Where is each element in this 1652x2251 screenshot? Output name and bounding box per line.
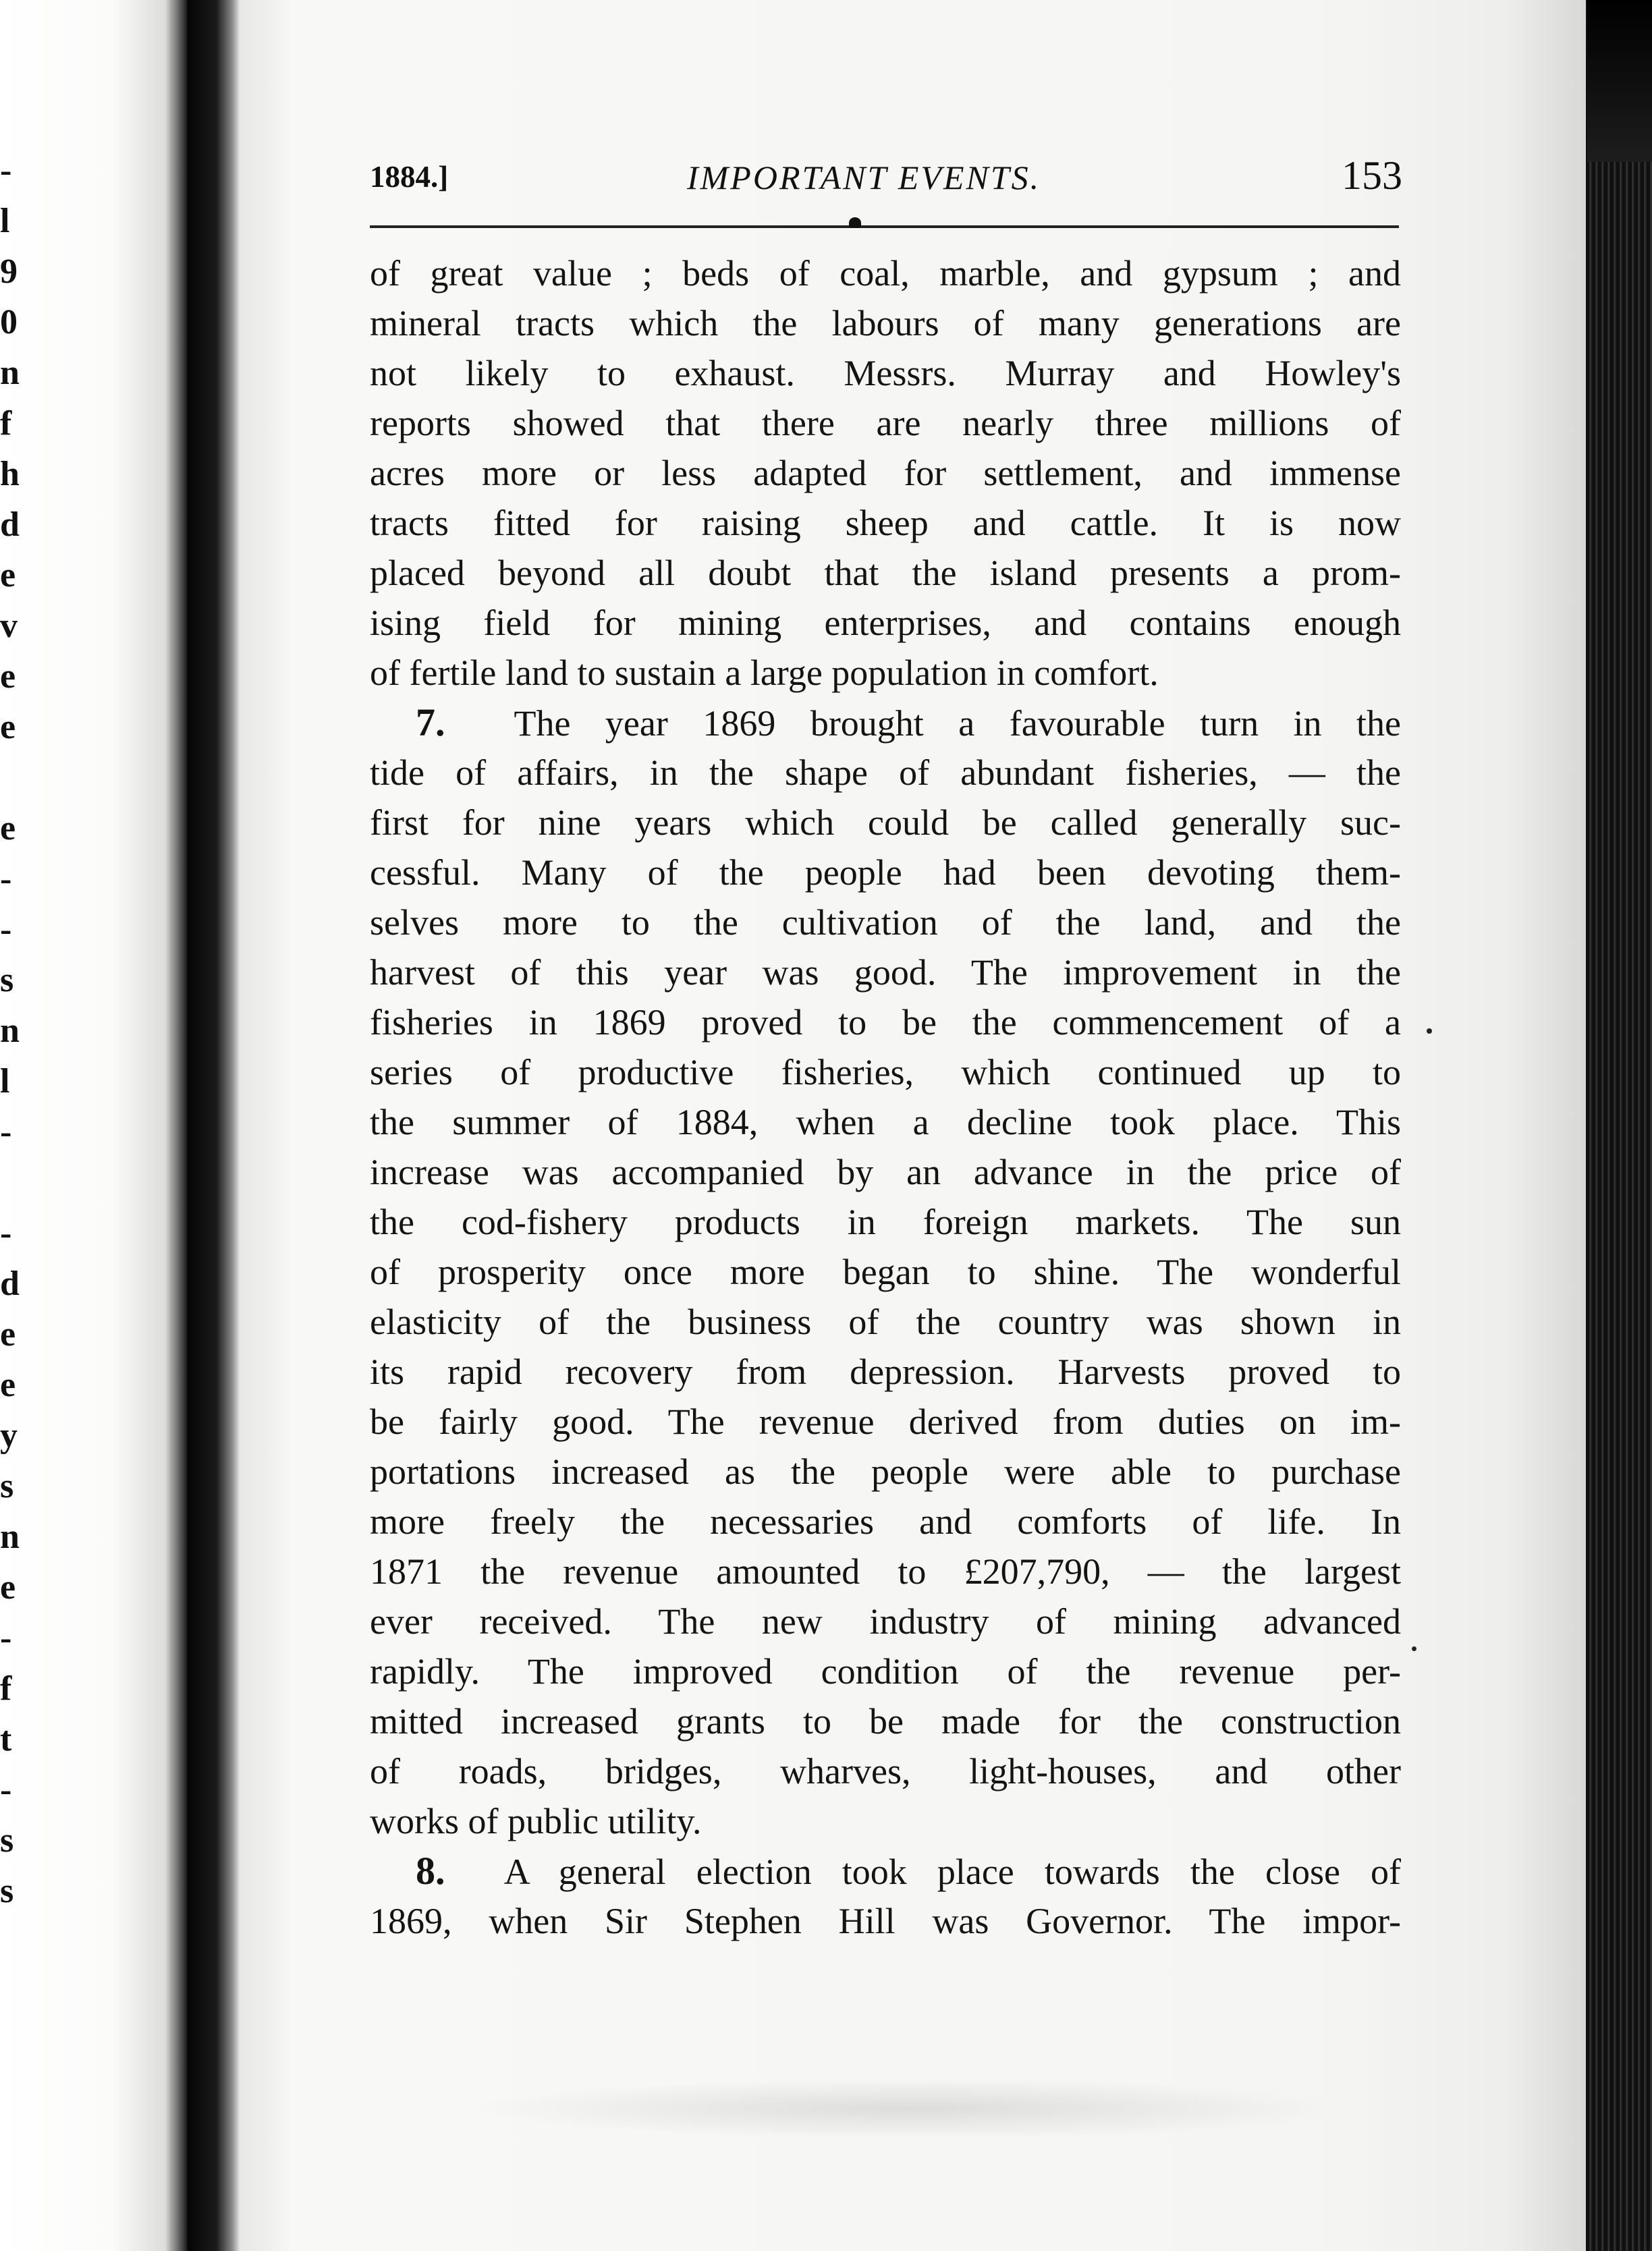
- text-line: ever received. The new industry of mining advanced: [370, 1601, 1401, 1642]
- text-line: increase was accompanied by an advance in the price of: [370, 1152, 1401, 1192]
- left-page-fragment: l: [0, 202, 10, 240]
- paragraph-number: 7.: [416, 700, 445, 744]
- text-line: works of public utility.: [370, 1801, 702, 1841]
- text-line: of fertile land to sustain a large population in comfort.: [370, 652, 1159, 693]
- page-number: 153: [1342, 153, 1402, 198]
- left-page-fragment: e: [0, 809, 16, 847]
- text-line: the cod-fishery products in foreign markets. The sun: [370, 1202, 1401, 1242]
- left-page-fragment: -: [0, 1113, 12, 1151]
- left-page-fragment: l: [0, 1062, 10, 1101]
- body-text: [370, 248, 1401, 1946]
- text-line: mitted increased grants to be made for the construction: [370, 1701, 1401, 1742]
- text-line: 1869, when Sir Stephen Hill was Governor. The impor-: [370, 1901, 1401, 1941]
- page-edge-shadow: [1587, 0, 1652, 162]
- left-page-text-fragments: [0, 145, 19, 1967]
- left-page-fragment: e: [0, 657, 16, 696]
- text-line: of prosperity once more began to shine. The wonderful: [370, 1252, 1401, 1292]
- left-page-fragment: y: [0, 1416, 18, 1455]
- running-header: [370, 154, 1402, 208]
- text-line-content: A general election took place towards the close of: [503, 1852, 1401, 1892]
- left-page-fragment: [0, 752, 19, 803]
- text-line: first for nine years which could be called generally suc-: [370, 802, 1401, 843]
- text-line: [370, 1846, 1401, 1896]
- left-page-fragment: v: [0, 607, 18, 645]
- text-line: more freely the necessaries and comforts of life. In: [370, 1501, 1401, 1542]
- text-line: be fairly good. The revenue derived from duties on im-: [370, 1401, 1401, 1442]
- text-line: selves more to the cultivation of the land, and the: [370, 902, 1401, 943]
- header-rule: [370, 225, 1399, 228]
- margin-speck: [1427, 1028, 1432, 1034]
- left-page-fragment: e: [0, 1315, 16, 1354]
- left-page-fragment: s: [0, 1467, 14, 1505]
- paragraph-continued: [370, 248, 1401, 698]
- left-page-fragment: e: [0, 1366, 16, 1404]
- text-line: rapidly. The improved condition of the revenue per-: [370, 1651, 1401, 1692]
- text-line: tracts fitted for raising sheep and cattle. It is now: [370, 503, 1401, 543]
- left-page-fragment: -: [0, 910, 12, 949]
- text-line: fisheries in 1869 proved to be the commencement of a: [370, 1002, 1401, 1043]
- left-page-fragment: n: [0, 1011, 20, 1050]
- left-page-fragment: -: [0, 1771, 12, 1809]
- text-line: ising field for mining enterprises, and contains enough: [370, 603, 1401, 643]
- paragraph-7: [370, 698, 1401, 1846]
- paper-smudge: [472, 2078, 1350, 2139]
- left-page-fragment: t: [0, 1720, 12, 1758]
- left-page-fragment: 9: [0, 252, 18, 291]
- left-page-fragment: n: [0, 1518, 20, 1556]
- text-line: [370, 698, 1401, 748]
- text-line: placed beyond all doubt that the island presents a prom-: [370, 553, 1401, 593]
- left-page-fragment: s: [0, 961, 14, 999]
- text-line: portations increased as the people were able to purchase: [370, 1451, 1401, 1492]
- text-line: harvest of this year was good. The improvement in the: [370, 952, 1401, 993]
- page-edge-stack: [1586, 0, 1652, 2251]
- book-gutter: [188, 0, 240, 2251]
- paragraph-8: [370, 1846, 1401, 1946]
- text-line: 1871 the revenue amounted to £207,790, — the largest: [370, 1551, 1401, 1592]
- text-line: of great value ; beds of coal, marble, and gypsum ; and: [370, 253, 1401, 294]
- left-page-fragment: f: [0, 1669, 12, 1708]
- left-page-fragment: -: [0, 860, 12, 898]
- left-page-fragment: -: [0, 1214, 12, 1252]
- left-page-fragment: h: [0, 455, 20, 493]
- text-line: tide of affairs, in the shape of abundant fisheries, — the: [370, 752, 1401, 793]
- left-page-fragment: e: [0, 1568, 16, 1607]
- header-rule-ornament: [849, 217, 861, 228]
- running-header-title: IMPORTANT EVENTS.: [687, 159, 1041, 196]
- text-line-content: The year 1869 brought a favourable turn in the: [514, 703, 1402, 744]
- text-line: cessful. Many of the people had been devoting them-: [370, 852, 1401, 893]
- text-line: of roads, bridges, wharves, light-houses, and other: [370, 1751, 1401, 1791]
- text-line: its rapid recovery from depression. Harvests proved to: [370, 1352, 1401, 1392]
- text-line: reports showed that there are nearly three millions of: [370, 403, 1401, 443]
- text-line: series of productive fisheries, which continued up to: [370, 1052, 1401, 1092]
- text-line: the summer of 1884, when a decline took place. This: [370, 1102, 1401, 1142]
- left-page-fragment: -: [0, 151, 12, 190]
- left-page-fragment: f: [0, 404, 12, 443]
- text-line: acres more or less adapted for settlement, and immense: [370, 453, 1401, 493]
- left-page-fragment: 0: [0, 303, 18, 341]
- left-page-fragment: d: [0, 1265, 20, 1303]
- text-line: not likely to exhaust. Messrs. Murray and Howley's: [370, 353, 1401, 393]
- text-line: elasticity of the business of the country was shown in: [370, 1302, 1401, 1342]
- text-line: mineral tracts which the labours of many generations are: [370, 303, 1401, 343]
- left-page-fragment: s: [0, 1872, 14, 1910]
- left-page-fragment: s: [0, 1821, 14, 1860]
- paragraph-number: 8.: [416, 1849, 445, 1893]
- left-page-fragment: d: [0, 505, 20, 544]
- left-facing-page: [0, 0, 188, 2251]
- left-page-fragment: e: [0, 708, 16, 746]
- left-page-fragment: e: [0, 556, 16, 594]
- left-page-fragment: -: [0, 1619, 12, 1657]
- left-page-fragment: [0, 1157, 19, 1208]
- left-page-fragment: n: [0, 354, 20, 392]
- margin-speck: [1412, 1646, 1416, 1651]
- running-header-year: 1884.]: [370, 160, 449, 194]
